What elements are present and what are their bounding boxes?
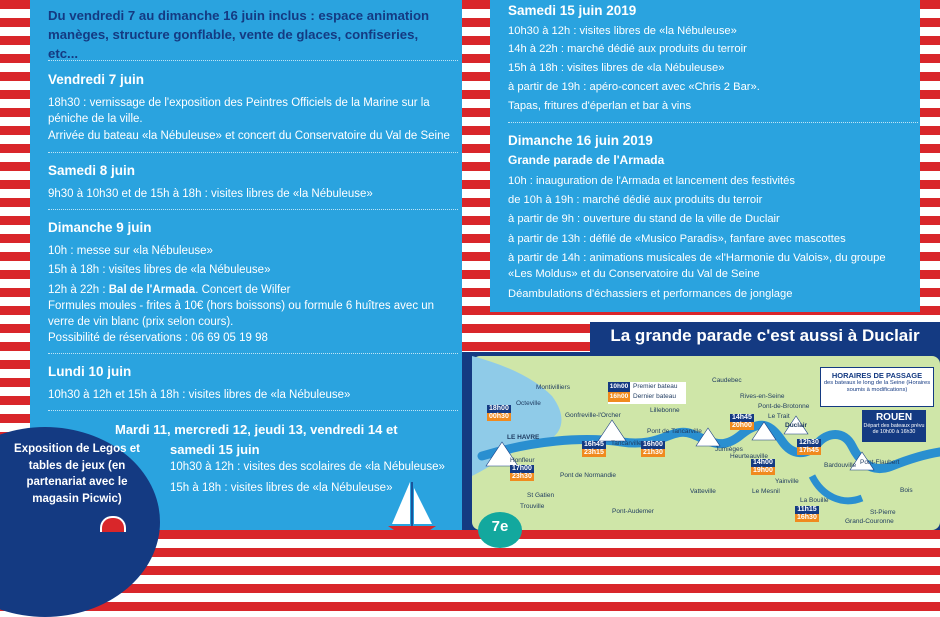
multi-day-title xyxy=(115,420,398,460)
event-line: 15h à 18h : visites libres de «la Nébuleuse» xyxy=(508,62,725,74)
town-label: Pont-de-Brotonne xyxy=(758,403,810,410)
lego-exhibition-text: Exposition de Legos et tables de jeux (en partenariat avec le magasin Picwic) xyxy=(14,443,140,505)
right-program-panel xyxy=(490,0,920,312)
legend-first-label: Premier bateau xyxy=(633,383,678,390)
legend-first-boat xyxy=(608,382,686,392)
first-boat-time: 17h00 xyxy=(512,465,532,472)
event-line: 15h à 18h : visites libres de «la Nébuleuse» xyxy=(48,264,271,276)
day-title: Dimanche 9 juin xyxy=(48,220,152,235)
time-tag-le-havre xyxy=(487,405,511,421)
last-boat-time: 00h30 xyxy=(489,413,509,420)
event-line: Possibilité de réservations : 06 69 05 19 98 xyxy=(48,332,268,344)
rouen-title: ROUEN xyxy=(875,412,913,423)
town-label: St-Pierre xyxy=(870,509,896,516)
town-label: Trouville xyxy=(520,503,545,510)
event-line: 10h30 à 12h : visites libres de «la Nébuleuse» xyxy=(508,25,737,37)
legend-last-time: 16h00 xyxy=(609,393,629,400)
rouen-subtitle: Départ des bateaux prévu de 10h00 à 16h30 xyxy=(863,423,925,435)
event-line: péniche de la ville. xyxy=(48,113,143,125)
event-line: 9h30 à 10h30 et de 15h à 18h : visites libres de «la Nébuleuse» xyxy=(48,188,373,200)
event-line: à partir de 14h : animations musicales de «l'Harmonie du Valois», du groupe xyxy=(508,252,886,264)
town-label: Pont de Tancarville xyxy=(647,428,702,435)
event-line: à partir de 9h : ouverture du stand de la ville de Duclair xyxy=(508,213,780,225)
event-line: 10h30 à 12h et 15h à 18h : visites libres de «la Nébuleuse» xyxy=(48,389,351,401)
rouen-box xyxy=(862,410,926,442)
event-line: 18h30 : vernissage de l'exposition des Peintres Officiels de la Marine sur la xyxy=(48,97,430,109)
town-label: Tancarville xyxy=(611,440,642,447)
first-boat-time: 16h45 xyxy=(584,441,604,448)
event-line: 14h à 22h : marché dédié aux produits du terroir xyxy=(508,43,747,55)
town-label: Gonfreville-l'Orcher xyxy=(565,412,621,419)
first-boat-time: 11h15 xyxy=(795,506,819,514)
town-label: Le Trait xyxy=(768,413,790,420)
event-line: de 10h à 19h : marché dédié aux produits du terroir xyxy=(508,194,763,206)
separator xyxy=(48,209,458,210)
last-boat-time: 23h30 xyxy=(512,473,532,480)
event-line: 10h : messe sur «la Nébuleuse» xyxy=(48,245,213,257)
event-line: 10h : inauguration de l'Armada et lancement des festivités xyxy=(508,175,795,187)
time-tag-la-bouille xyxy=(795,506,819,522)
day-title: Vendredi 7 juin xyxy=(48,72,145,87)
time-tag-honfleur xyxy=(510,465,534,481)
time-tag-duclair xyxy=(797,439,821,455)
town-label: Grand-Couronne xyxy=(845,518,894,525)
town-label: Lillebonne xyxy=(650,407,680,414)
town-label: Pont-Flaubert xyxy=(860,459,900,466)
last-boat-time: 21h30 xyxy=(643,449,663,456)
map-legend xyxy=(608,382,686,404)
bal-concert: . Concert de Wilfer xyxy=(195,284,291,296)
town-label: Honfleur xyxy=(510,457,535,464)
separator xyxy=(48,353,458,354)
map-title-bar xyxy=(590,322,940,352)
lego-exhibition-bubble xyxy=(0,427,160,617)
day-title: Dimanche 16 juin 2019 xyxy=(508,133,653,148)
event-line: Formules moules - frites à 10€ (hors boissons) ou formule 6 huîtres avec un xyxy=(48,300,435,312)
event-line: 10h30 à 12h : visites des scolaires de «la Nébuleuse» xyxy=(170,461,445,473)
town-label: St Gatien xyxy=(527,492,555,499)
town-label: Pont-Audemer xyxy=(612,508,654,515)
first-boat-time: 18h00 xyxy=(489,405,509,412)
legend-last-label: Dernier bateau xyxy=(633,393,676,400)
event-line: Arrivée du bateau «la Nébuleuse» et concert du Conservatoire du Val de Seine xyxy=(48,130,450,142)
town-label: Jumièges xyxy=(715,446,743,453)
town-label: Heurteauville xyxy=(730,453,768,460)
bal-title: Bal de l'Armada xyxy=(108,284,196,296)
edition-badge: 7e xyxy=(478,512,522,548)
town-label: Caudebec xyxy=(712,377,742,384)
day-title: Samedi 8 juin xyxy=(48,163,136,178)
town-label: Bardouville xyxy=(824,462,857,469)
town-label: Montivilliers xyxy=(536,384,570,391)
town-label: Yainville xyxy=(775,478,799,485)
last-boat-time: 16h30 xyxy=(797,514,817,521)
event-line-bal xyxy=(48,282,290,298)
event-line: Tapas, fritures d'éperlan et bar à vins xyxy=(508,100,692,112)
time-tag-jumieges xyxy=(751,459,775,475)
separator xyxy=(48,152,458,153)
horaires-title: HORAIRES DE PASSAGE xyxy=(831,371,923,380)
town-label: Vatteville xyxy=(690,488,716,495)
event-line: Déambulations d'échassiers et performances de jonglage xyxy=(508,288,793,300)
event-line: 15h à 18h : visites libres de «la Nébuleuse» xyxy=(170,482,393,494)
town-label: Octeville xyxy=(516,400,541,407)
intro-text: Du vendredi 7 au dimanche 16 juin inclus : espace animation manèges, structure gonflable, vente de glaces, confiseries, etc... xyxy=(48,8,430,61)
town-label: Le Mesnil xyxy=(752,488,780,495)
town-label: La Bouille xyxy=(800,497,829,504)
multi-day-title-line2: samedi 15 juin xyxy=(170,442,260,457)
event-line: à partir de 13h : défilé de «Musico Paradis», fanfare avec mascottes xyxy=(508,233,846,245)
legend-first-time: 10h00 xyxy=(609,383,629,390)
first-boat-time: 16h00 xyxy=(643,441,663,448)
sailboat-icon xyxy=(388,480,438,530)
last-boat-time: 19h00 xyxy=(753,467,773,474)
first-boat-time: 14h45 xyxy=(732,414,752,421)
map-title: La grande parade c'est aussi à Duclair xyxy=(610,326,920,345)
bal-time: 12h à 22h : xyxy=(48,284,109,296)
multi-day-title-line1: Mardi 11, mercredi 12, jeudi 13, vendredi 14 et xyxy=(115,422,398,437)
first-boat-time: 14h00 xyxy=(753,459,773,466)
town-label: Rives-en-Seine xyxy=(740,393,785,400)
town-label: Bois xyxy=(900,487,913,494)
time-tag-caudebec xyxy=(641,441,665,457)
time-tag-rives-en-seine xyxy=(730,414,754,430)
event-line: «Les Moldus» et du Conservatoire du Val de Seine xyxy=(508,268,760,280)
first-boat-time: 12h30 xyxy=(799,439,819,446)
event-line: à partir de 19h : apéro-concert avec «Chris 2 Bar». xyxy=(508,81,760,93)
day-subtitle: Grande parade de l'Armada xyxy=(508,153,665,167)
event-line: verre de vin blanc (prix selon cours). xyxy=(48,316,234,328)
separator xyxy=(48,410,458,411)
day-title: Samedi 15 juin 2019 xyxy=(508,3,637,18)
last-boat-time: 17h45 xyxy=(799,447,819,454)
town-label: LE HAVRE xyxy=(507,434,540,441)
day-title: Lundi 10 juin xyxy=(48,364,132,379)
town-label: Pont de Normandie xyxy=(560,472,617,479)
town-label: Duclair xyxy=(785,422,808,429)
legend-last-boat xyxy=(608,392,686,402)
horaires-box xyxy=(820,367,934,407)
last-boat-time: 23h15 xyxy=(584,449,604,456)
separator xyxy=(508,122,918,123)
last-boat-time: 20h00 xyxy=(732,422,752,429)
separator xyxy=(48,60,458,61)
horaires-subtitle: des bateaux le long de la Seine (Horaires soumis à modifications) xyxy=(823,380,931,393)
time-tag-tancarville xyxy=(582,441,606,457)
